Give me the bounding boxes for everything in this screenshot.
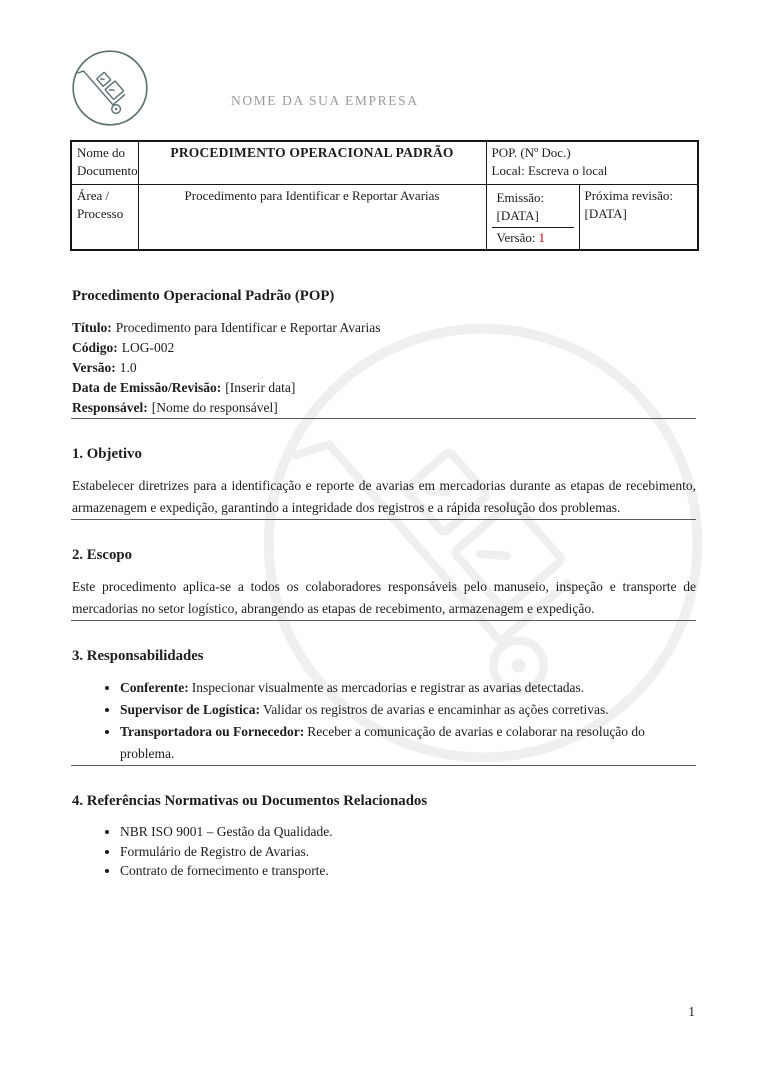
meta-fields [72,318,696,418]
emission-value: [DATA] [496,208,539,223]
list-item [120,677,696,699]
references-list [71,822,696,881]
field-label: Título: [72,320,112,335]
field-value: [Nome do responsável] [151,400,278,415]
emission-label: Emissão: [496,190,545,205]
field-value: 1.0 [119,360,137,375]
bullet-label: Supervisor de Logística: [120,702,261,717]
section-title-escopo: 2. Escopo [72,547,133,563]
area-process-label: Área / Processo [71,185,138,251]
next-revision-label: Próxima revisão: [584,188,673,203]
section-divider [71,418,696,419]
bullet-label: Transportadora ou Fornecedor: [120,724,305,739]
list-item [120,699,696,721]
list-item [120,842,696,862]
doc-number-cell [486,141,698,185]
section-divider [71,519,696,520]
section-paragraph-escopo: Este procedimento aplica-se a todos os colaboradores responsáveis pelo manuseio, inspeção e transporte de mercadorias no setor logístico, abrangendo as etapas de recebimento, armazenagem e expedição. [72,579,696,616]
pop-heading: Procedimento Operacional Padrão (POP) [72,288,335,304]
section-divider [71,620,696,621]
emission-field [492,187,574,227]
bullet-text: Validar os registros de avarias e encaminhar as ações corretivas. [263,702,609,717]
field-value: LOG-002 [121,340,175,355]
table-row [71,141,698,185]
next-revision-value: [DATA] [584,206,627,221]
bullet-text: Inspecionar visualmente as mercadorias e registrar as avarias detectadas. [191,680,585,695]
procedure-title: Procedimento para Identificar e Reportar Avarias [138,185,486,251]
document-content [71,0,696,881]
meta-field-versao [72,358,696,378]
doc-location: Local: Escreva o local [491,163,608,178]
list-item [120,822,696,842]
field-label: Responsável: [72,400,148,415]
field-label: Código: [72,340,118,355]
list-item [120,861,696,881]
table-row [71,185,698,251]
page-number: 1 [688,1004,695,1019]
bullet-text: Receber a comunicação de avarias e colaborar na resolução do problema. [120,724,645,761]
bullet-text: Contrato de fornecimento e transporte. [120,863,329,878]
emission-version-cell [486,185,579,251]
bullet-text: NBR ISO 9001 – Gestão da Qualidade. [120,824,333,839]
meta-field-data-emissao [72,378,696,398]
section-title-objetivo: 1. Objetivo [72,446,142,462]
version-field [492,227,574,247]
section-divider [71,765,696,766]
field-label: Data de Emissão/Revisão: [72,380,222,395]
bullet-text: Formulário de Registro de Avarias. [120,843,310,859]
doc-name-label: Nome do Documento [71,141,138,185]
version-value: 1 [538,230,545,245]
responsibilities-list [71,677,696,765]
section-title-responsabilidades: 3. Responsabilidades [72,648,204,664]
doc-info-table [70,140,699,251]
version-label: Versão: [496,230,536,245]
company-name: NOME DA SUA EMPRESA [231,93,419,108]
bullet-label: Conferente: [120,680,189,695]
field-value: [Inserir data] [225,380,296,395]
meta-field-codigo [72,338,696,358]
meta-field-responsavel [72,398,696,418]
section-title-referencias: 4. Referências Normativas ou Documentos Relacionados [72,793,428,809]
list-item [120,721,696,765]
doc-title: PROCEDIMENTO OPERACIONAL PADRÃO [138,141,486,185]
section-paragraph-objetivo: Estabelecer diretrizes para a identificação e reporte de avarias em mercadorias durante as etapas de recebimento, armazenagem e expedição, garantindo a integridade dos registros e a rápida resolução dos problemas. [72,478,696,515]
next-revision-cell [579,185,698,251]
field-value: Procedimento para Identificar e Reportar Avarias [115,320,381,335]
meta-field-titulo [72,318,696,338]
field-label: Versão: [72,360,116,375]
doc-number: POP. (Nº Doc.) [491,145,571,160]
